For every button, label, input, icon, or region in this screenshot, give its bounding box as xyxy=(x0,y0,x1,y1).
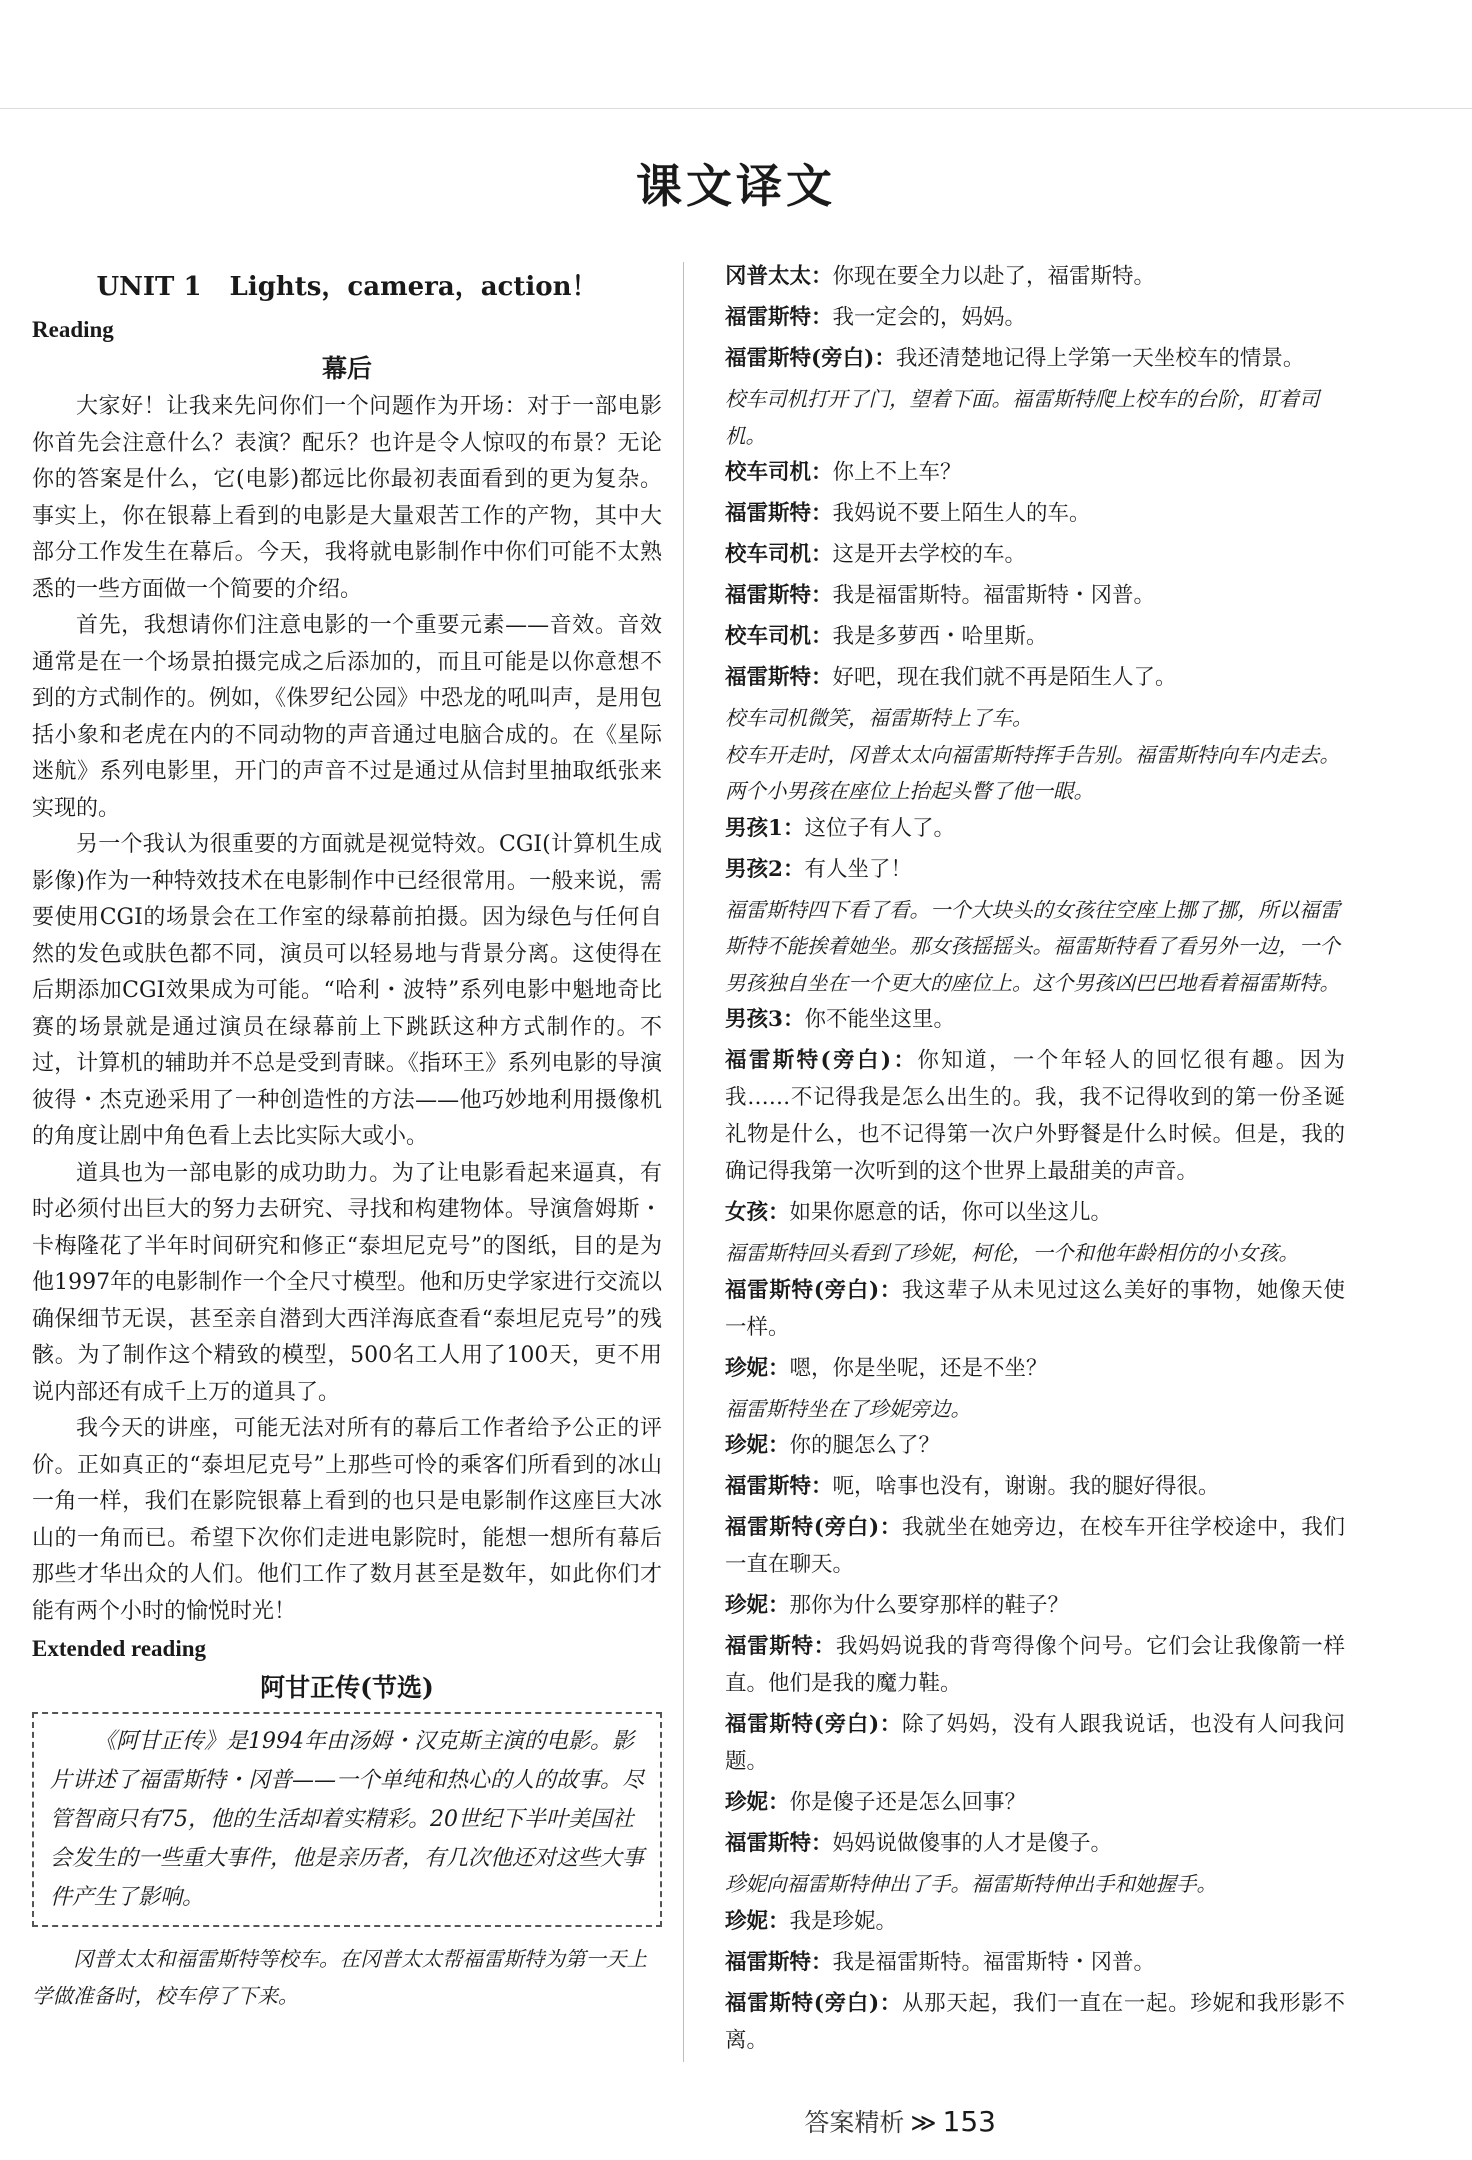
unit-label: UNIT 1 xyxy=(96,272,202,302)
dialogue-text: 妈妈说做傻事的人才是傻子。 xyxy=(832,1831,1113,1856)
unit-heading xyxy=(32,266,662,303)
speaker-name: 校车司机 xyxy=(725,542,812,567)
speaker-name: 福雷斯特 xyxy=(725,583,812,608)
stage-direction: 校车司机微笑，福雷斯特上了车。 xyxy=(725,706,1033,730)
dialogue-line: 福雷斯特：我是福雷斯特。福雷斯特・冈普。 xyxy=(725,1949,1156,1975)
reading-paragraph: 大家好！让我来先问你们一个问题作为开场：对于一部电影你首先会注意什么？表演？配乐？也许是令人惊叹的布景？无论你的答案是什么，它(电影)都远比你最初表面看到的更为复杂。事实上，你在银幕上看到的电影是大量艰苦工作的产物，其中大部分工作发生在幕后。今天，我将就电影制作中你们可能不太熟悉的一些方面做一个简要的介绍。 xyxy=(32,394,662,602)
footer-label: 答案精析 xyxy=(804,2108,905,2137)
reading-paragraph: 首先，我想请你们注意电影的一个重要元素——音效。音效通常是在一个场景拍摄完成之后添加的，而且可能是以你意想不到的方式制作的。例如，《侏罗纪公园》中恐龙的吼叫声，是用包括小象和老虎在内的不同动物的声音通过电脑合成的。在《星际迷航》系列电影里，开门的声音不过是通过从信封里抽取纸张来实现的。 xyxy=(32,613,662,821)
script-column xyxy=(725,258,1345,2063)
page-number: 153 xyxy=(942,2105,996,2138)
speaker-name: 男孩2 xyxy=(725,856,783,882)
dialogue-line: 女孩：如果你愿意的话，你可以坐这儿。 xyxy=(725,1200,1113,1225)
speaker-name: 女孩 xyxy=(725,1200,769,1225)
dialogue-text: 我是福雷斯特。福雷斯特・冈普。 xyxy=(832,583,1156,608)
dialogue-text: 如果你愿意的话，你可以坐这儿。 xyxy=(789,1200,1113,1225)
speaker-name: 珍妮 xyxy=(725,1355,769,1381)
dialogue-text: 我是珍妮。 xyxy=(789,1908,898,1934)
dialogue-text: 我是福雷斯特。福雷斯特・冈普。 xyxy=(832,1949,1156,1975)
speaker-name: 福雷斯特 xyxy=(725,501,812,526)
dialogue-line: 校车司机：你上不上车？ xyxy=(725,460,962,485)
reading-heading: Reading xyxy=(32,317,114,342)
dialogue-text: 我是多萝西・哈里斯。 xyxy=(832,624,1048,649)
dialogue-line: 福雷斯特：妈妈说做傻事的人才是傻子。 xyxy=(725,1831,1113,1856)
speaker-name: 福雷斯特(旁白) xyxy=(725,1712,880,1737)
dialogue-line: 福雷斯特：我是福雷斯特。福雷斯特・冈普。 xyxy=(725,583,1156,608)
dialogue-text: 你上不上车？ xyxy=(832,460,962,485)
dialogue-text: 你现在要全力以赴了，福雷斯特。 xyxy=(832,264,1156,289)
speaker-name: 校车司机 xyxy=(725,624,812,649)
speaker-name: 珍妮 xyxy=(725,1433,769,1458)
dialogue-line: 福雷斯特(旁白)：我还清楚地记得上学第一天坐校车的情景。 xyxy=(725,346,1305,371)
dialogue-line: 男孩2：有人坐了！ xyxy=(725,856,912,882)
speaker-name: 校车司机 xyxy=(725,460,812,485)
dialogue-line: 福雷斯特(旁白)：除了妈妈，没有人跟我说话，也没有人问我问题。 xyxy=(725,1712,1345,1774)
speaker-name: 福雷斯特 xyxy=(725,1474,812,1499)
dialogue-text: 好吧，现在我们就不再是陌生人了。 xyxy=(832,665,1177,690)
dialogue-line: 男孩3：你不能坐这里。 xyxy=(725,1007,955,1032)
dialogue-line: 珍妮：嗯，你是坐呢，还是不坐？ xyxy=(725,1355,1048,1381)
scene-direction: 冈普太太和福雷斯特等校车。在冈普太太帮福雷斯特为第一天上学做准备时，校车停了下来。 xyxy=(32,1947,647,2008)
dialogue-text: 你不能坐这里。 xyxy=(804,1007,955,1032)
dialogue-line: 男孩1：这位子有人了。 xyxy=(725,815,955,841)
dialogue-line: 福雷斯特：我一定会的，妈妈。 xyxy=(725,305,1027,330)
dialogue-text: 我妈说不要上陌生人的车。 xyxy=(832,501,1091,526)
stage-direction: 福雷斯特四下看了看。一个大块头的女孩往空座上挪了挪，所以福雷斯特不能挨着她坐。那女孩摇摇头。福雷斯特看了看另外一边，一个男孩独自坐在一个更大的座位上。这个男孩凶巴巴地看着福雷斯特。 xyxy=(725,897,1340,995)
stage-direction: 校车司机打开了门，望着下面。福雷斯特爬上校车的台阶，盯着司机。 xyxy=(725,387,1320,448)
left-column xyxy=(32,258,662,2014)
dialogue-line: 福雷斯特：好吧，现在我们就不再是陌生人了。 xyxy=(725,665,1177,690)
dialogue-text: 我就坐在她旁边，在校车开往学校途中，我们一直在聊天。 xyxy=(725,1515,1345,1577)
dialogue-line: 冈普太太：你现在要全力以赴了，福雷斯特。 xyxy=(725,264,1156,289)
speaker-name: 福雷斯特(旁白) xyxy=(725,1990,880,2016)
dialogue-line: 福雷斯特(旁白)：你知道，一个年轻人的回忆很有趣。因为我……不记得我是怎么出生的。我，我不记得收到的第一份圣诞礼物是什么，也不记得第一次户外野餐是什么时候。但是，我的确记得我第一次听到的这个世界上最甜美的声音。 xyxy=(725,1048,1345,1184)
dialogue-text: 呃，啥事也没有，谢谢。我的腿好得很。 xyxy=(832,1474,1220,1499)
dialogue-line: 福雷斯特：呃，啥事也没有，谢谢。我的腿好得很。 xyxy=(725,1474,1220,1499)
dialogue-text: 这是开去学校的车。 xyxy=(832,542,1027,567)
speaker-name: 福雷斯特 xyxy=(725,1949,812,1975)
speaker-name: 福雷斯特 xyxy=(725,1634,814,1659)
speaker-name: 珍妮 xyxy=(725,1908,769,1934)
dialogue-line: 珍妮：我是珍妮。 xyxy=(725,1908,898,1934)
film-intro-box: 《阿甘正传》是1994年由汤姆・汉克斯主演的电影。影片讲述了福雷斯特・冈普——一个单纯和热心的人的故事。尽管智商只有75，他的生活却着实精彩。20世纪下半叶美国社会发生的一些重大事件，他是亲历者，有几次他还对这些大事件产生了影响。 xyxy=(32,1712,662,1927)
top-rule xyxy=(0,108,1472,109)
reading-paragraph: 我今天的讲座，可能无法对所有的幕后工作者给予公正的评价。正如真正的“泰坦尼克号”上那些可怜的乘客们所看到的冰山一角一样，我们在影院银幕上看到的也只是电影制作这座巨大冰山的一角而已。希望下次你们走进电影院时，能想一想所有幕后那些才华出众的人们。他们工作了数月甚至是数年，如此你们才能有两个小时的愉悦时光！ xyxy=(32,1416,662,1624)
dialogue-line: 校车司机：我是多萝西・哈里斯。 xyxy=(725,624,1048,649)
dialogue-line: 珍妮：那你为什么要穿那样的鞋子？ xyxy=(725,1593,1070,1618)
speaker-name: 珍妮 xyxy=(725,1790,769,1815)
dialogue-line: 福雷斯特(旁白)：从那天起，我们一直在一起。珍妮和我形影不离。 xyxy=(725,1990,1345,2053)
column-divider xyxy=(683,262,684,2062)
dialogue-text: 你是傻子还是怎么回事？ xyxy=(789,1790,1027,1815)
extended-heading: Extended reading xyxy=(32,1636,207,1661)
dialogue-text: 我这辈子从未见过这么美好的事物，她像天使一样。 xyxy=(725,1277,1345,1340)
dialogue-line: 校车司机：这是开去学校的车。 xyxy=(725,542,1027,567)
speaker-name: 男孩1 xyxy=(725,815,783,841)
speaker-name: 福雷斯特(旁白) xyxy=(725,1048,892,1073)
dialogue-text: 我一定会的，妈妈。 xyxy=(832,305,1027,330)
stage-direction: 福雷斯特回头看到了珍妮，柯伦，一个和他年龄相仿的小女孩。 xyxy=(725,1241,1299,1265)
chevron-right-icon: ≫ xyxy=(910,2108,937,2137)
dialogue-text: 从那天起，我们一直在一起。珍妮和我形影不离。 xyxy=(725,1990,1345,2053)
speaker-name: 福雷斯特(旁白) xyxy=(725,1277,880,1303)
dialogue-text: 我还清楚地记得上学第一天坐校车的情景。 xyxy=(895,346,1305,371)
stage-direction: 两个小男孩在座位上抬起头瞥了他一眼。 xyxy=(725,779,1094,803)
dialogue-line: 福雷斯特(旁白)：我就坐在她旁边，在校车开往学校途中，我们一直在聊天。 xyxy=(725,1515,1345,1577)
dialogue-text: 你的腿怎么了？ xyxy=(789,1433,941,1458)
reading-paragraph: 另一个我认为很重要的方面就是视觉特效。CGI(计算机生成影像)作为一种特效技术在电影制作中已经很常用。一般来说，需要使用CGI的场景会在工作室的绿幕前拍摄。因为绿色与任何自然的发色或肤色都不同，演员可以轻易地与背景分离。这使得在后期添加CGI效果成为可能。“哈利・波特”系列电影中魁地奇比赛的场景就是通过演员在绿幕前上下跳跃这种方式制作的。不过，计算机的辅助并不总是受到青睐。《指环王》系列电影的导演彼得・杰克逊采用了一种创造性的方法——他巧妙地利用摄像机的角度让剧中角色看上去比实际大或小。 xyxy=(32,832,662,1149)
speaker-name: 珍妮 xyxy=(725,1593,769,1618)
dialogue-text: 有人坐了！ xyxy=(804,856,912,882)
dialogue-line: 福雷斯特：我妈说不要上陌生人的车。 xyxy=(725,501,1091,526)
speaker-name: 福雷斯特(旁白) xyxy=(725,346,875,371)
page-title: 课文译文 xyxy=(636,159,836,213)
extended-article-title: 阿甘正传(节选) xyxy=(260,1673,434,1702)
dialogue-text: 你知道，一个年轻人的回忆很有趣。因为我……不记得我是怎么出生的。我，我不记得收到的第一份圣诞礼物是什么，也不记得第一次户外野餐是什么时候。但是，我的确记得我第一次听到的这个世界上最甜美的声音。 xyxy=(725,1048,1345,1184)
speaker-name: 福雷斯特 xyxy=(725,1831,812,1856)
speaker-name: 冈普太太 xyxy=(725,264,812,289)
speaker-name: 福雷斯特 xyxy=(725,665,812,690)
speaker-name: 男孩3 xyxy=(725,1007,783,1032)
stage-direction: 校车开走时，冈普太太向福雷斯特挥手告别。福雷斯特向车内走去。 xyxy=(725,742,1340,767)
dialogue-text: 这位子有人了。 xyxy=(804,815,955,841)
unit-name: Lights，camera，action！ xyxy=(229,272,598,302)
dialogue-line: 福雷斯特(旁白)：我这辈子从未见过这么美好的事物，她像天使一样。 xyxy=(725,1277,1345,1340)
speaker-name: 福雷斯特(旁白) xyxy=(725,1515,880,1540)
dialogue-line: 福雷斯特：我妈妈说我的背弯得像个问号。它们会让我像箭一样直。他们是我的魔力鞋。 xyxy=(725,1634,1345,1696)
dialogue-text: 嗯，你是坐呢，还是不坐？ xyxy=(789,1355,1048,1381)
speaker-name: 福雷斯特 xyxy=(725,305,812,330)
dialogue-line: 珍妮：你的腿怎么了？ xyxy=(725,1433,941,1458)
dialogue-line: 珍妮：你是傻子还是怎么回事？ xyxy=(725,1790,1027,1815)
page-footer xyxy=(804,2103,996,2139)
stage-direction: 珍妮向福雷斯特伸出了手。福雷斯特伸出手和她握手。 xyxy=(725,1872,1217,1896)
dialogue-text: 那你为什么要穿那样的鞋子？ xyxy=(789,1593,1070,1618)
stage-direction: 福雷斯特坐在了珍妮旁边。 xyxy=(725,1396,971,1421)
dialogue-text: 我妈妈说我的背弯得像个问号。它们会让我像箭一样直。他们是我的魔力鞋。 xyxy=(725,1634,1345,1696)
dialogue-text: 除了妈妈，没有人跟我说话，也没有人问我问题。 xyxy=(725,1712,1345,1774)
reading-paragraph: 道具也为一部电影的成功助力。为了让电影看起来逼真，有时必须付出巨大的努力去研究、寻找和构建物体。导演詹姆斯・卡梅隆花了半年时间研究和修正“泰坦尼克号”的图纸，目的是为他1997年的电影制作一个全尺寸模型。他和历史学家进行交流以确保细节无误，甚至亲自潜到大西洋海底查看“泰坦尼克号”的残骸。为了制作这个精致的模型，500名工人用了100天，更不用说内部还有成千上万的道具了。 xyxy=(32,1160,662,1405)
reading-article-title: 幕后 xyxy=(321,354,372,383)
